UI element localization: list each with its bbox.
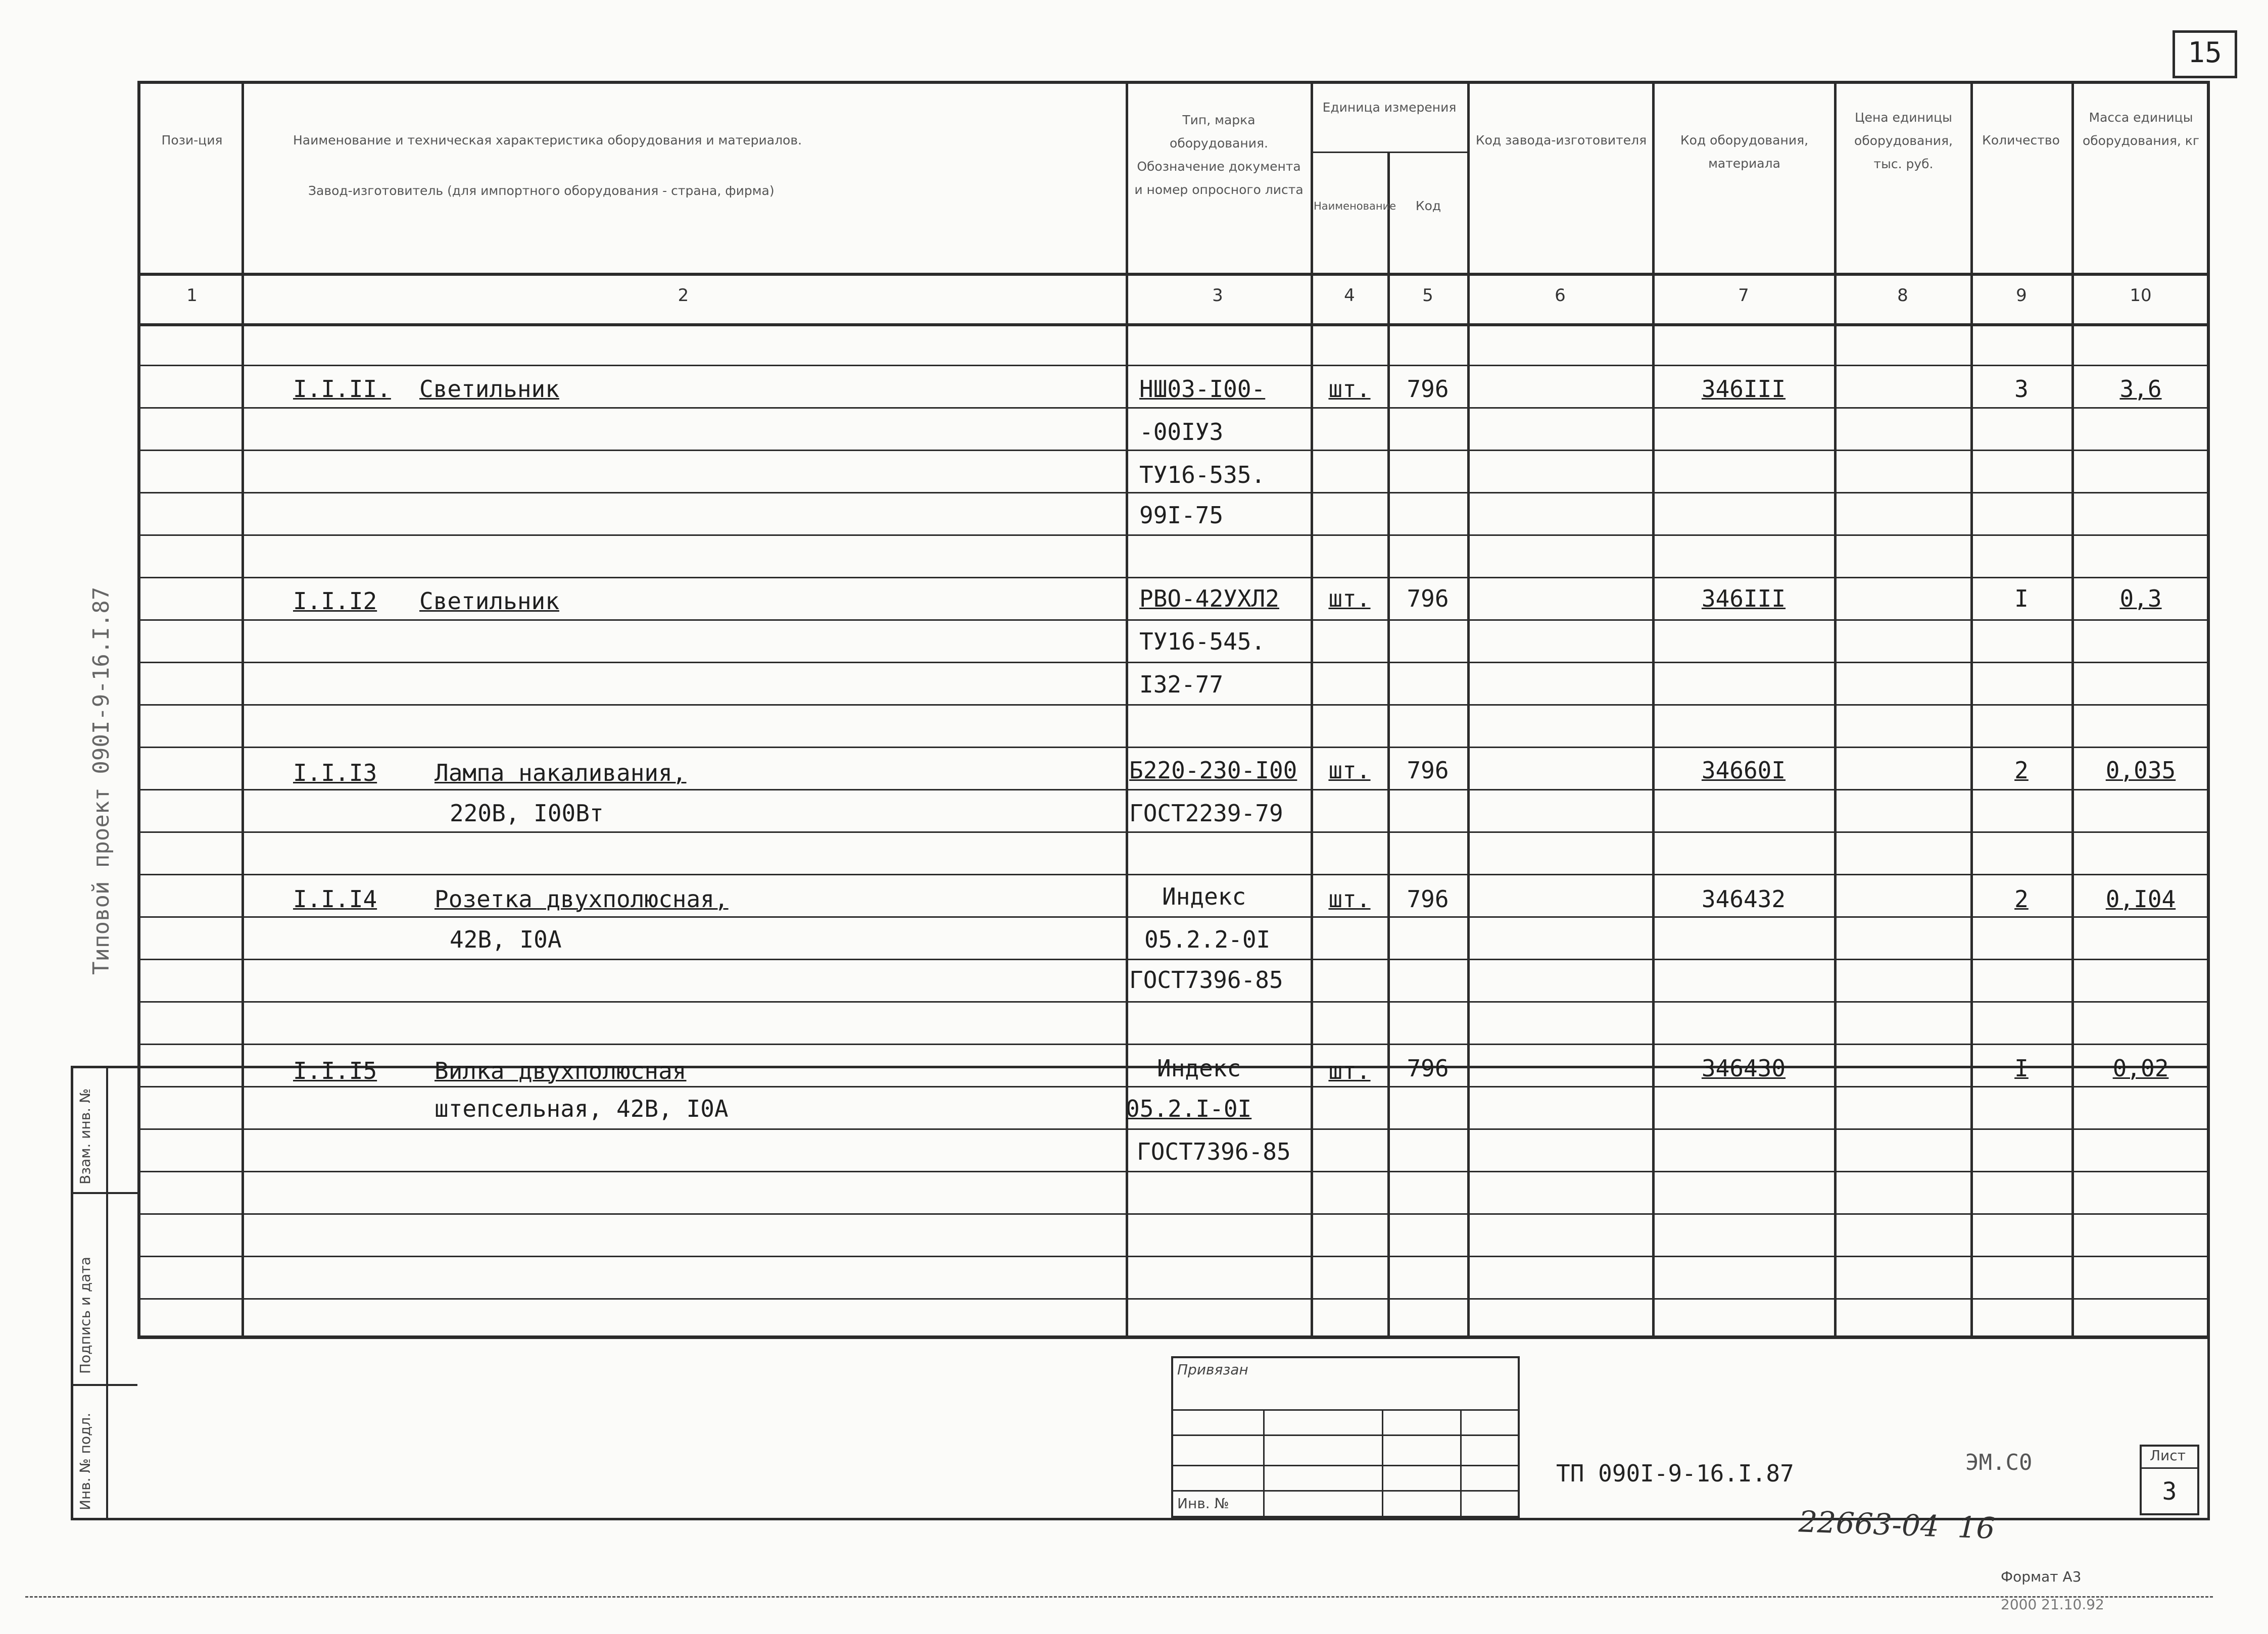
table-row-1-equip-code: 346III [1701,375,1786,403]
stamp-strip-line [106,1066,108,1520]
header-unit-name: Наименование [1314,200,1396,212]
stamp-signature-date: Подпись и дата [77,1257,93,1374]
colnum-7: 7 [1738,285,1749,306]
table-row-3-position: I.I.I3 [293,759,377,786]
col-line-6 [1652,81,1655,1339]
table-row-5-equip-code: 346430 [1701,1055,1786,1082]
tb-line-2 [1171,1434,1520,1436]
row-grid-line [137,1044,2210,1045]
table-row-4-unit: шт. [1328,885,1371,913]
table-row-3-code: 796 [1407,757,1449,784]
header-unit-group: Единица измерения [1322,100,1457,115]
colnum-1: 1 [186,285,198,306]
tb-vline-2 [1382,1409,1383,1518]
table-row-2-equip-code: 346III [1701,585,1786,612]
header-equipment-code: Код оборудования, материала [1680,133,1809,171]
privyazan-box [1171,1356,1520,1518]
table-row-3-mass: 0,035 [2105,757,2176,784]
stamp-sep-1 [71,1192,137,1194]
bottom-cut-line [25,1596,2213,1598]
table-row-3-name-2: 220В, I00Вт [450,800,604,827]
page-number: 15 [2188,36,2222,69]
col-line-8 [1970,81,1973,1339]
table-row-4-code: 796 [1407,885,1449,913]
table-row-2-code: 796 [1407,585,1449,612]
header-type: Тип, марка оборудования. Обозначение документа и номер опросного листа [1134,113,1304,197]
table-row-5-name-1: Вилка двухполюсная [435,1057,687,1084]
table-row-1-position: I.I.II. [293,375,391,403]
table-row-5-qty: I [2014,1055,2029,1082]
col-line-9 [2071,81,2074,1339]
table-row-4-qty: 2 [2014,885,2029,913]
col-line-5 [1467,81,1470,1339]
row-grid-line [137,1298,2210,1300]
table-row-1-code: 796 [1407,375,1449,403]
tb-vline-3 [1460,1409,1462,1518]
colnum-3: 3 [1212,285,1223,306]
row-grid-line [137,959,2210,960]
table-row-1-unit: шт. [1328,375,1371,403]
tb-line-3 [1171,1465,1520,1466]
col-line-1 [242,81,244,1339]
colnum-8: 8 [1897,285,1908,306]
row-grid-line [137,1213,2210,1215]
table-row-5-unit: шт. [1328,1057,1371,1084]
row-grid-line [137,407,2210,409]
row-grid-line [137,450,2210,451]
row-grid-line [137,534,2210,536]
table-row-2-mass: 0,3 [2119,585,2162,612]
colnum-10: 10 [2130,285,2152,306]
header-bottom-line [137,273,2210,276]
document-designation: ТП 090I-9-16.I.87 [1556,1460,1794,1487]
col-line-4 [1387,152,1390,1339]
header-unit-code: Код [1415,199,1441,213]
table-row-2-qty: I [2014,585,2029,612]
table-row-5-position: I.I.I5 [293,1057,377,1084]
colnum-2: 2 [678,285,689,306]
row-grid-line [137,789,2210,790]
row-grid-line [137,1086,2210,1087]
row-grid-line [137,831,2210,833]
colnum-bottom-line [137,323,2210,326]
header-name-line1: Наименование и техническая характеристика оборудования и материалов. [293,133,802,147]
table-row-4-name-2: 42В, I0А [450,926,562,953]
row-grid-line [137,874,2210,875]
row-grid-line [137,1171,2210,1172]
sheet-frame [71,1066,2210,1520]
table-row-1-type-1: НШ03-I00- [1139,375,1266,403]
header-price: Цена единицы оборудования, тыс. руб. [1854,110,1953,171]
unit-group-line [1311,152,1467,153]
table-row-4-mass: 0,I04 [2105,885,2176,913]
table-row-3-unit: шт. [1328,757,1371,784]
table-row-3-type-1: Б220-230-I00 [1129,757,1297,784]
row-grid-line [137,1256,2210,1257]
row-grid-line [137,1128,2210,1130]
row-grid-line [137,1001,2210,1003]
table-row-5-type-1: Индекс [1157,1055,1241,1082]
table-row-5-name-2: штепсельная, 42В, I0А [435,1095,729,1122]
table-row-5-mass: 0,02 [2112,1055,2169,1082]
col-line-3 [1311,81,1313,1339]
table-row-1-type-2: -00IУ3 [1139,418,1224,445]
handwritten-inventory-number: 22663-04 16 [1798,1504,1996,1546]
row-grid-line [137,662,2210,663]
table-row-1-type-4: 99I-75 [1139,502,1224,529]
sheet-label: Лист [2150,1447,2186,1464]
stamp-replacement-inv: Взам. инв. № [77,1088,93,1184]
table-row-5-type-2: 05.2.I-0I [1126,1095,1252,1122]
row-grid-line [137,365,2210,366]
row-grid-line [137,704,2210,706]
table-row-2-type-3: I32-77 [1139,671,1224,698]
header-name-line2: Завод-изготовитель (для импортного оборудования - страна, фирма) [308,183,775,198]
col-line-2 [1126,81,1128,1339]
header-factory-code: Код завода-изготовителя [1475,133,1647,147]
colnum-4: 4 [1344,285,1355,306]
inv-no-label: Инв. № [1177,1495,1229,1512]
header-mass: Масса единицы оборудования, кг [2082,110,2200,148]
table-row-2-type-1: РВО-42УХЛ2 [1139,585,1279,612]
table-bottom-line [137,1336,2210,1339]
colnum-5: 5 [1422,285,1433,306]
colnum-6: 6 [1555,285,1566,306]
table-row-4-equip-code: 346432 [1701,885,1786,913]
row-grid-line [137,492,2210,493]
document-code: ЭМ.С0 [1965,1450,2033,1475]
table-row-4-type-3: ГОСТ7396-85 [1129,966,1283,994]
privyazan-label: Привязан [1177,1361,1248,1378]
left-margin-project-text: Типовой проект 090I-9-16.I.87 [88,586,114,975]
colnum-9: 9 [2016,285,2027,306]
header-position: Пози-ция [161,133,223,147]
table-row-5-type-3: ГОСТ7396-85 [1137,1138,1291,1165]
table-row-3-type-2: ГОСТ2239-79 [1129,800,1283,827]
tb-line-4 [1171,1490,1520,1492]
table-row-2-unit: шт. [1328,585,1371,612]
table-row-1-type-3: ТУ16-535. [1139,461,1266,488]
tb-vline-1 [1263,1409,1265,1518]
table-row-1-name: Светильник [419,375,559,403]
row-grid-line [137,577,2210,578]
sheet-number: 3 [2162,1477,2177,1506]
footer-code: 2000 21.10.92 [2001,1596,2104,1613]
table-row-3-qty: 2 [2014,757,2029,784]
table-row-1-qty: 3 [2014,375,2029,403]
table-row-4-type-1: Индекс [1162,883,1246,910]
table-row-3-equip-code: 34660I [1701,757,1786,784]
header-quantity: Количество [1982,133,2060,147]
table-row-3-name-1: Лампа накаливания, [435,759,687,786]
col-line-7 [1834,81,1837,1339]
table-row-1-mass: 3,6 [2119,375,2162,403]
format-label: Формат А3 [2001,1568,2082,1585]
row-grid-line [137,916,2210,918]
table-row-2-name: Светильник [419,587,559,615]
sheet-box-sep [2140,1467,2199,1469]
table-row-2-type-2: ТУ16-545. [1139,628,1266,655]
row-grid-line [137,747,2210,748]
table-row-4-position: I.I.I4 [293,885,377,913]
tb-line-1 [1171,1409,1520,1411]
table-row-2-position: I.I.I2 [293,587,377,615]
table-row-5-code: 796 [1407,1055,1449,1082]
stamp-inv-original: Инв. № подл. [77,1412,93,1510]
table-row-4-type-2: 05.2.2-0I [1144,926,1271,953]
stamp-sep-2 [71,1384,137,1386]
table-row-4-name-1: Розетка двухполюсная, [435,885,729,913]
row-grid-line [137,619,2210,621]
